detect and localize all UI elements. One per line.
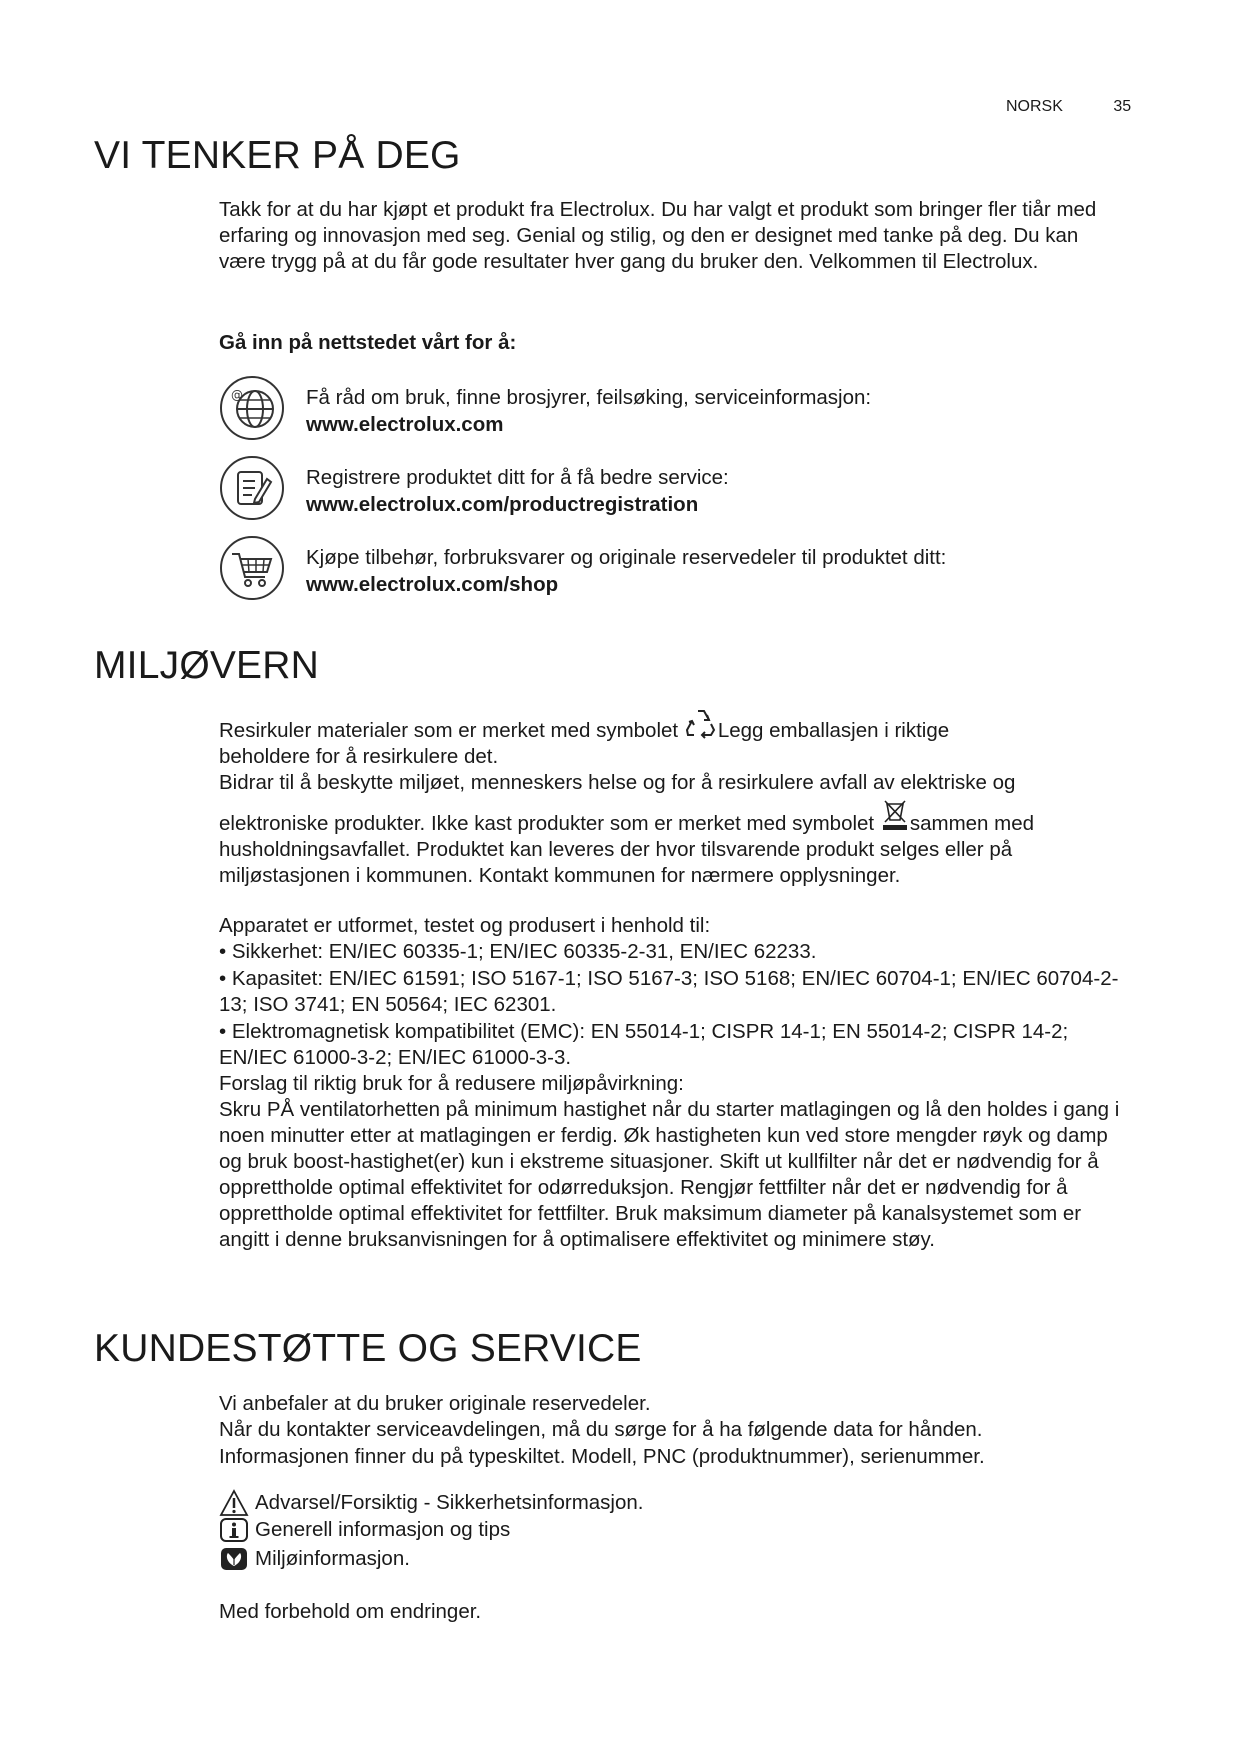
- legend-info: [219, 1517, 510, 1543]
- footer-note: Med forbehold om endringer.: [219, 1600, 482, 1623]
- info-icon: [219, 1517, 249, 1543]
- section-title-miljovern: MILJØVERN: [94, 644, 320, 687]
- language-label: NORSK: [1006, 98, 1063, 115]
- environment-icon: [219, 1546, 249, 1572]
- service-line-1: Vi anbefaler at du bruker originale reservedeler.: [219, 1392, 651, 1415]
- link-text: Registrere produktet ditt for å få bedre service:: [306, 466, 729, 489]
- weee-text-d: husholdningsavfallet. Produktet kan leveres der hvor tilsvarende produkt selges eller på miljøstasjonen i kommunen. Kontakt kommunen for nærmere opplysninger.: [219, 838, 1013, 887]
- link-row-registration: [306, 464, 729, 518]
- standard-capacity: • Kapasitet: EN/IEC 61591; ISO 5167-1; ISO 5167-3; ISO 5168; EN/IEC 60704-1; EN/IEC 60704-2-13; ISO 3741; EN 50564; IEC 62301.: [219, 967, 1119, 1016]
- tips-heading: Forslag til riktig bruk for å redusere miljøpåvirkning:: [219, 1072, 684, 1095]
- link-row-support: [306, 384, 871, 438]
- shopping-cart-icon: [219, 535, 285, 601]
- weee-text-b: elektroniske produkter. Ikke kast produkter som er merket med symbolet: [219, 812, 875, 835]
- page-header: [1006, 98, 1131, 116]
- standard-safety: • Sikkerhet: EN/IEC 60335-1; EN/IEC 60335-2-31, EN/IEC 62233.: [219, 940, 817, 963]
- crossed-bin-icon: [880, 798, 910, 832]
- globe-icon: [219, 375, 285, 441]
- website-heading: Gå inn på nettstedet vårt for å:: [219, 331, 517, 354]
- recycle-icon: [684, 706, 718, 740]
- tips-body: Skru PÅ ventilatorhetten på minimum hastighet når du starter matlagingen og lå den holdes i gang i noen minutter etter at matlagingen er ferdig. Øk hastigheten kun ved store mengder røyk og damp og bruk boost-hastighet(er) kun i ekstreme situasjoner. Skift ut kullfilter når det er nødvendig for å opprettholde optimal effektivitet for odørreduksjon. Rengjør fettfilter når det er nødvendig for å opprettholde optimal effektivitet for fettfilter. Bruk maksimum diameter på kanalsystemet som er angitt i denne bruksanvisningen for å optimalisere effektivitet og minimere støy.: [219, 1098, 1120, 1251]
- section-title-kundestotte: KUNDESTØTTE OG SERVICE: [94, 1327, 642, 1370]
- weee-text-a: Bidrar til å beskytte miljøet, menneskers helse og for å resirkulere avfall av elektriske og: [219, 771, 1016, 794]
- recycle-text-b: Legg emballasjen i riktige: [717, 719, 950, 742]
- warning-icon: [219, 1489, 249, 1517]
- compliance-intro: Apparatet er utformet, testet og produsert i henhold til:: [219, 914, 711, 937]
- service-line-3: Informasjonen finner du på typeskiltet. Modell, PNC (produktnummer), serienummer.: [219, 1445, 985, 1468]
- section-title-vi-tenker: VI TENKER PÅ DEG: [94, 134, 461, 177]
- legend-warning: [219, 1489, 644, 1517]
- page-number: 35: [1113, 98, 1132, 115]
- legend-environment: [219, 1546, 410, 1572]
- registration-icon: [219, 455, 285, 521]
- weee-paragraph: [219, 798, 1129, 889]
- standard-emc: • Elektromagnetisk kompatibilitet (EMC): EN 55014-1; CISPR 14-1; EN 55014-2; CISPR 14-2; EN/IEC 61000-3-2; EN/IEC 61000-3-3.: [219, 1020, 1069, 1069]
- link-text: Få råd om bruk, finne brosjyrer, feilsøking, serviceinformasjon:: [306, 386, 872, 409]
- service-line-2: Når du kontakter serviceavdelingen, må du sørge for å ha følgende data for hånden.: [219, 1418, 983, 1441]
- weee-text-c: sammen med: [909, 812, 1035, 835]
- support-url-link[interactable]: www.electrolux.com: [306, 413, 504, 436]
- registration-url-link[interactable]: www.electrolux.com/productregistration: [306, 493, 699, 516]
- recycle-paragraph: [219, 706, 1129, 796]
- shop-url-link[interactable]: www.electrolux.com/shop: [306, 573, 559, 596]
- link-text: Kjøpe tilbehør, forbruksvarer og originale reservedeler til produktet ditt:: [306, 546, 947, 569]
- recycle-text-c: beholdere for å resirkulere det.: [219, 745, 499, 768]
- legend-warning-text: Advarsel/Forsiktig - Sikkerhetsinformasjon.: [255, 1491, 644, 1514]
- svg-text:@: @: [231, 388, 243, 402]
- legend-info-text: Generell informasjon og tips: [255, 1518, 511, 1541]
- link-row-shop: [306, 544, 946, 598]
- legend-environment-text: Miljøinformasjon.: [255, 1547, 410, 1570]
- intro-paragraph: Takk for at du har kjøpt et produkt fra Electrolux. Du har valgt et produkt som bringer fler tiår med erfaring og innovasjon med seg. Genial og stilig, og den er designet med tanke på deg. Du kan være trygg på at du får gode resultater hver gang du bruker den. Velkommen til Electrolux.: [219, 198, 1097, 273]
- recycle-text-a: Resirkuler materialer som er merket med symbolet: [219, 719, 679, 742]
